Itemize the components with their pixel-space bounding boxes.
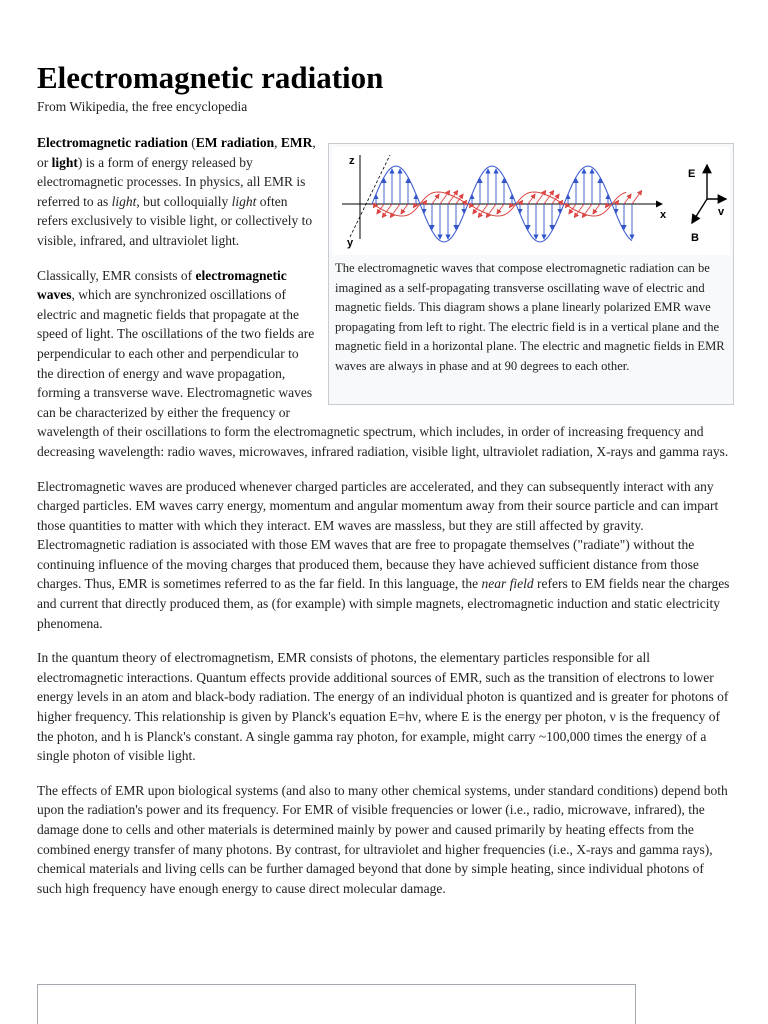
term-em-waves: electromagnetic waves (37, 267, 287, 303)
next-section-border-right (635, 984, 636, 1024)
paragraph-5: The effects of EMR upon biological systems (and also to many other chemical systems, under standard conditions) depend both upon the radiation's power and its frequency. For EMR of visible frequencies or lower (i.e., radio, microwave, infrared), the damage done to cells and other materials is determined mainly by power and caused primarily by heating effects from the combined energy transfer of many photons. By contrast, for ultraviolet and higher frequencies (i.e., X-rays and gamma rays), chemical materials and living cells can be further damaged beyond that done by simple heating, since individual photons of such high frequency have enough energy to cause direct molecular damage. (37, 782, 728, 896)
magnetic-field-arrow (605, 204, 608, 208)
article-body (37, 133, 730, 913)
text-run: Electromagnetic waves are produced whenever charged particles are accelerated, and they can subsequently interact with any charged particles. EM waves carry energy, momentum and angular momentum away from their source particle and can impart those quantities to matter with which they interact. EM waves are massless, but they are still affected by gravity. Electromagnetic radiation is associated with those EM waves that are free to propagate themselves ("radiate") without the continuing influence of the moving charges that produced them, because they have achieved sufficient distance from those charges. Thus, EMR is sometimes referred to as the far field. In this language, the (37, 478, 719, 592)
axis-x-label: x (660, 209, 667, 221)
magnetic-field-arrow (569, 204, 576, 214)
magnetic-field-arrow (456, 194, 463, 204)
magnetic-field-arrow (632, 191, 642, 205)
text-run: , (274, 135, 281, 150)
italic-near-field: near field (481, 576, 534, 592)
axis-z-label: z (349, 155, 355, 167)
infobox-figure (328, 143, 734, 405)
magnetic-field-arrow (593, 204, 600, 214)
magnetic-field-arrow (497, 204, 504, 214)
page-tagline: From Wikipedia, the free encyclopedia (37, 99, 248, 114)
italic-light-1: light (111, 193, 137, 209)
magnetic-field-arrow (520, 200, 523, 204)
next-section-border-left (37, 984, 38, 1024)
magnetic-field-arrow (424, 200, 427, 204)
term-light: light (51, 154, 78, 170)
magnetic-field-arrow (473, 204, 480, 214)
magnetic-field-arrow (401, 204, 408, 214)
figure-caption: The electromagnetic waves that compose electromagnetic radiation can be imagined as a self-propagating transverse oscillating wave of electric and magnetic fields. This diagram shows a plane linearly polarized EMR wave propagating from left to right. The electric field is in a vertical plane and the magnetic field in a horizontal plane. The electric and magnetic fields in EMR waves are always in phase and at 90 degrees to each other. (335, 261, 725, 373)
page-title: Electromagnetic radiation (37, 60, 384, 95)
vector-e-label: E (688, 168, 696, 180)
text-run: often refers exclusively to visible light, or collectively to visible, infrared, and ultraviolet light. (37, 193, 313, 248)
magnetic-field-arrow (377, 204, 384, 214)
text-run: refers to EM fields near the charges and current that directly produced them, as (for example) with simple magnets, electromagnetic induction and static electricity phenomena. (37, 576, 730, 631)
paragraph-4: In the quantum theory of electromagnetism, EMR consists of photons, the elementary particles responsible for all electromagnetic interactions. Quantum effects provide additional sources of EMR, such as the transition of electrons to lower energy levels in an atom and black-body radiation. The energy of an individual photon is quantized and is greater for photons of higher frequency. This relationship is given by Planck's equation E=hν, where E is the energy per photon, ν is the frequency of the photon, and h is Planck's constant. A single gamma ray photon, for example, might carry ~100,000 times the energy of a single photon of visible light. (37, 650, 729, 764)
magnetic-field-arrow (616, 200, 619, 204)
next-section-border (37, 984, 635, 985)
magnetic-field-arrow (624, 194, 631, 204)
magnetic-field-arrow (528, 194, 535, 204)
term-emr: Electromagnetic radiation (37, 135, 188, 150)
text-run: , but colloquially (136, 193, 232, 209)
vector-b-label: B (691, 232, 699, 244)
axis-y-label: y (347, 237, 354, 249)
italic-light-2: light (231, 193, 257, 209)
magnetic-field-arrow (432, 194, 439, 204)
term-em-radiation: EM radiation (195, 135, 275, 150)
text-run: , or (37, 135, 316, 170)
em-wave-diagram[interactable] (332, 147, 730, 255)
term-emr-abbr: EMR (280, 135, 313, 150)
paragraph-3 (37, 477, 730, 634)
text-run: Classically, EMR consists of (37, 267, 196, 283)
magnetic-field-arrow (413, 204, 416, 208)
magnetic-field-arrow (509, 204, 512, 208)
vector-v-label: v (718, 206, 725, 218)
magnetic-field-arrow (552, 194, 559, 204)
text-run: ( (187, 135, 196, 150)
text-run: ) is a form of energy released by electromagnetic processes. In physics, all EMR is referred to as (37, 154, 306, 209)
text-run: , which are synchronized oscillations of electric and magnetic fields that propagate at the speed of light. The oscillations of the two fields are perpendicular to each other and perpendicular to the direction of energy and wave propagation, forming a transverse wave. Electromagnetic waves can be characterized by either the frequency or wavelength of their oscillations to form the electromagnetic spectrum, which includes, in order of increasing frequency and decreasing wavelength: radio waves, microwaves, infrared radiation, visible light, ultraviolet radiation, X-rays and gamma rays. (37, 287, 729, 459)
vector-b-arrow (692, 199, 707, 223)
